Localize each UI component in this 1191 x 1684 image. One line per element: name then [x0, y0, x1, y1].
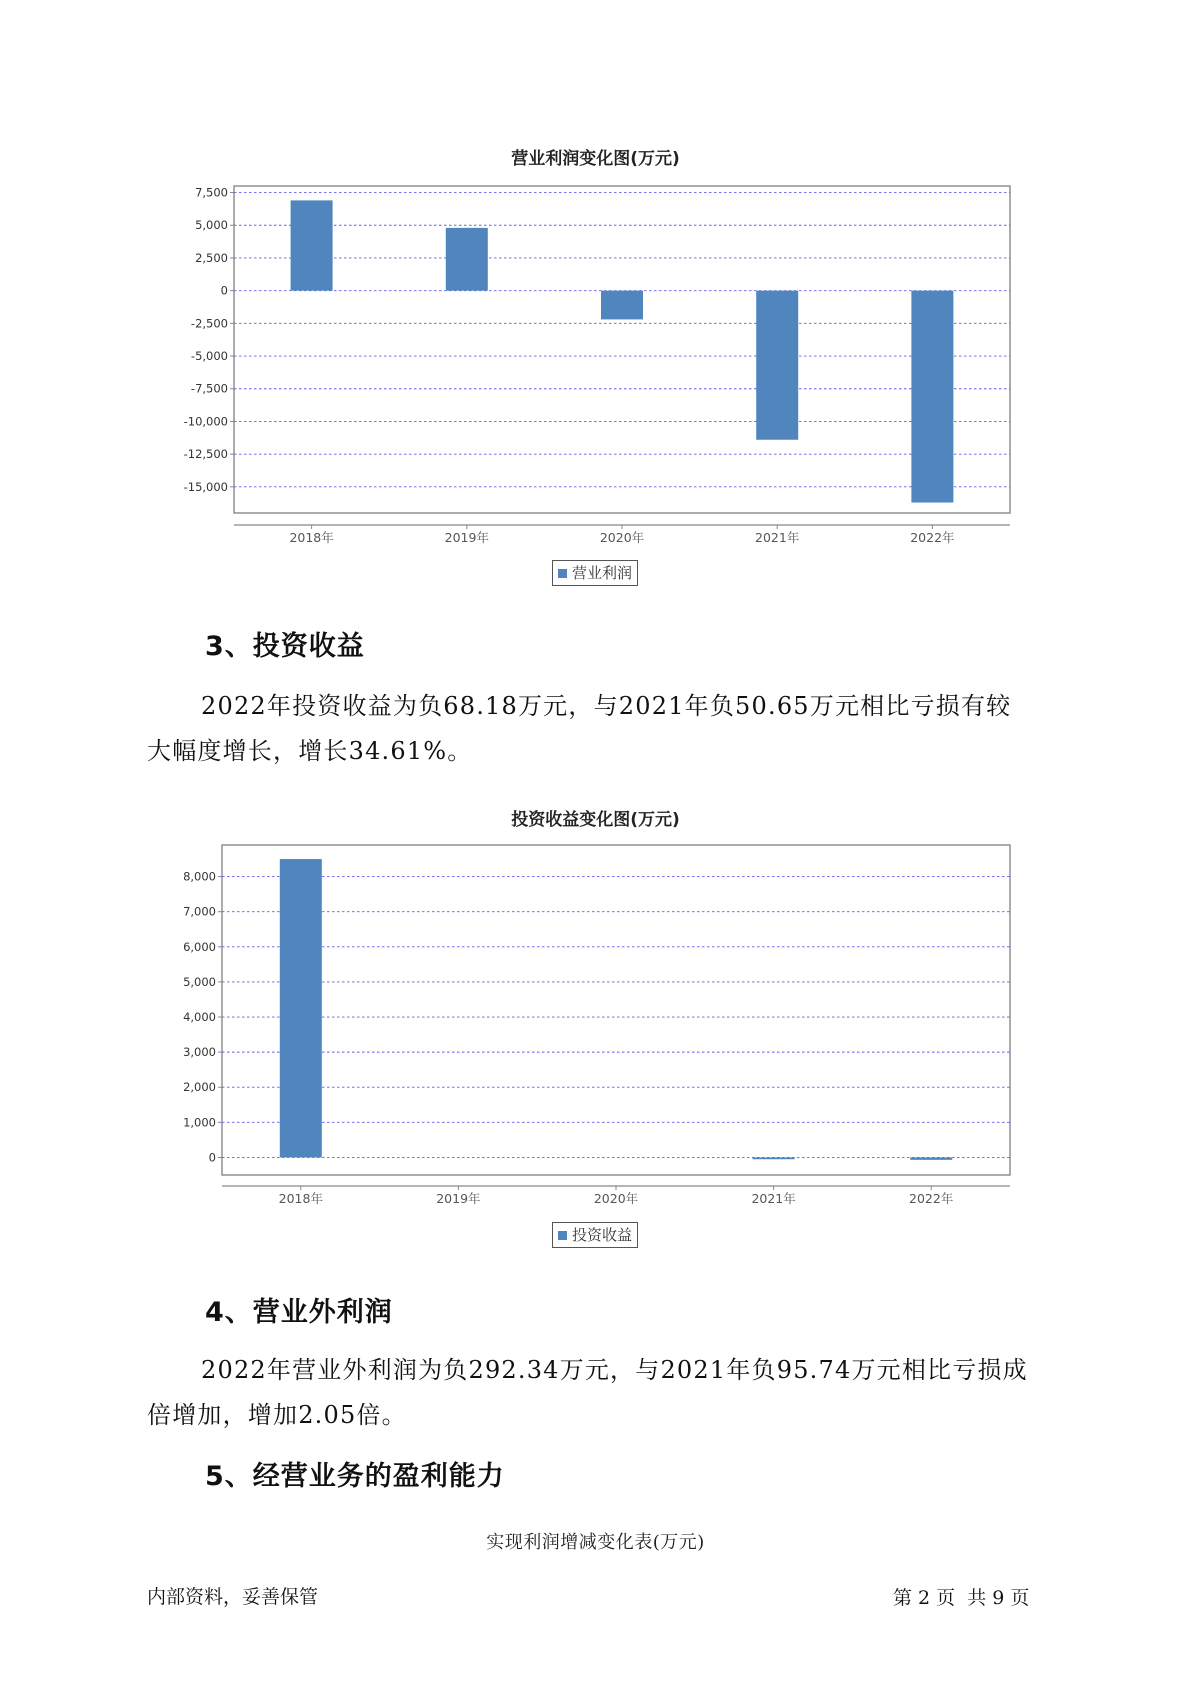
- chart1-title: 营业利润变化图(万元): [511, 149, 680, 169]
- section4-line1: 2022年营业外利润为负292.34万元，与2021年负95.74万元相比亏损成: [201, 1356, 1028, 1384]
- chart2-ytick-label: 6,000: [183, 939, 216, 954]
- chart2-ytick-label: 7,000: [183, 904, 216, 919]
- chart2-ytick-label: 4,000: [183, 1010, 216, 1025]
- section4-line2: 倍增加，增加2.05倍。: [147, 1401, 407, 1429]
- footer-confidential: 内部资料，妥善保管: [147, 1586, 319, 1608]
- chart1-ytick-label: -15,000: [183, 479, 228, 494]
- chart2-legend: [552, 1222, 638, 1248]
- chart1-xtick-label: 2020年: [599, 530, 645, 545]
- chart1-ytick-label: -10,000: [183, 414, 228, 429]
- chart1-ytick-label: -7,500: [190, 381, 228, 396]
- chart1-ytick-label: 5,000: [195, 218, 228, 233]
- chart2-ytick-label: 5,000: [183, 974, 216, 989]
- section4-paragraph: [147, 1348, 1072, 1438]
- chart1-xtick-label: 2018年: [289, 530, 334, 545]
- chart2-title: 投资收益变化图(万元): [511, 810, 680, 830]
- chart1-ytick-label: 2,500: [195, 250, 228, 265]
- section3-line1: 2022年投资收益为负68.18万元，与2021年负50.65万元相比亏损有较: [201, 692, 1012, 720]
- section3-heading: 3、投资收益: [205, 631, 365, 662]
- chart1-xtick-label: 2022年: [910, 530, 955, 545]
- chart2-ytick-label: 0: [208, 1150, 216, 1165]
- chart2-ytick-label: 1,000: [183, 1115, 216, 1130]
- chart1-ytick-label: -5,000: [190, 349, 228, 364]
- chart2-bar-2021年: [753, 1157, 795, 1159]
- chart2-xtick-label: 2018年: [278, 1191, 323, 1206]
- chart2-xtick-label: 2022年: [909, 1191, 954, 1206]
- footer-page-number: 第 2 页 共 9 页: [893, 1587, 1030, 1609]
- chart2-ytick-label: 2,000: [183, 1080, 216, 1095]
- chart2-ytick-label: 3,000: [183, 1045, 216, 1060]
- chart2-legend-label: 投资收益: [572, 1226, 633, 1244]
- chart1-xtick-label: 2021年: [755, 530, 800, 545]
- table-caption: 实现利润增减变化表(万元): [486, 1532, 705, 1553]
- chart1-ytick-label: 0: [220, 283, 228, 298]
- chart1-xtick-label: 2019年: [444, 530, 489, 545]
- chart2-ytick-label: 8,000: [183, 869, 216, 884]
- chart2-xtick-label: 2020年: [593, 1191, 639, 1206]
- chart1-ytick-label: -12,500: [183, 447, 228, 462]
- chart2-bar-2018年: [280, 859, 322, 1157]
- legend-swatch: [558, 1231, 567, 1240]
- section5-heading: 5、经营业务的盈利能力: [205, 1461, 505, 1492]
- section3-line2: 大幅度增长，增长34.61%。: [147, 737, 473, 765]
- chart1-ytick-label: -2,500: [190, 316, 228, 331]
- chart1-legend-label: 营业利润: [572, 564, 633, 582]
- chart1-ytick-label: 7,500: [195, 185, 228, 200]
- chart2-xtick-label: 2021年: [751, 1191, 796, 1206]
- chart2-xtick-label: 2019年: [436, 1191, 481, 1206]
- section4-heading: 4、营业外利润: [205, 1297, 393, 1328]
- chart2-bar-2022年: [910, 1157, 952, 1159]
- chart2-plot-frame: [222, 845, 1010, 1175]
